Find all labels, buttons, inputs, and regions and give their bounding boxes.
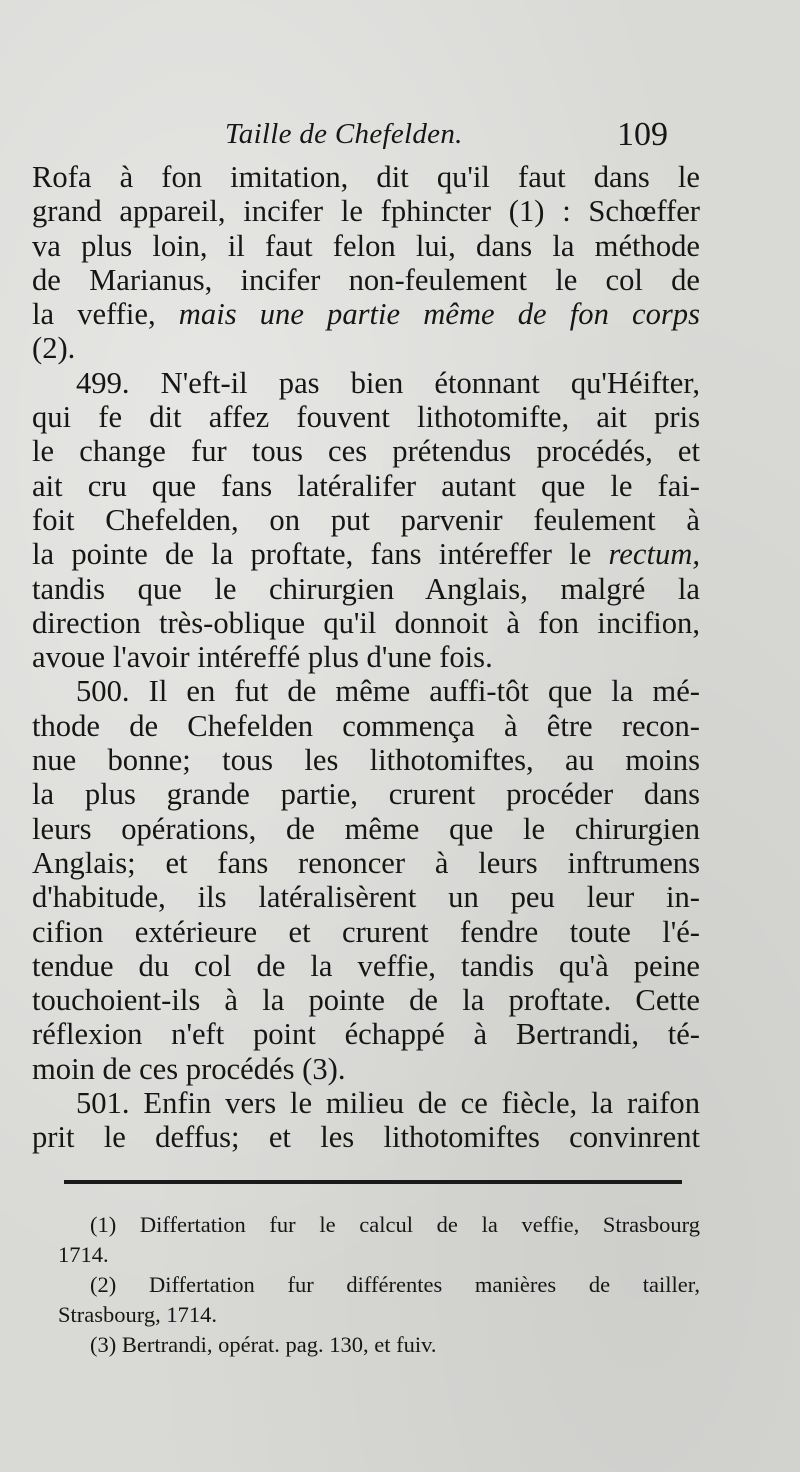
text-line: tandis que le chirurgien Anglais, malgré la [32, 571, 700, 606]
footnote-2: (2) Differtation fur différentes manières de tailler, [90, 1272, 700, 1297]
page-header [0, 112, 800, 162]
footnotes [58, 1210, 700, 1360]
text-line: d'habitude, ils latéralisèrent un peu leur in- [32, 880, 700, 915]
text-line: Rofa à fon imitation, dit qu'il faut dans le [32, 160, 700, 194]
text-line: le change fur tous ces prétendus procédés, et [32, 434, 700, 469]
text-line: avoue l'avoir intéreffé plus d'une fois. [32, 640, 493, 675]
italic-text: rectum, [608, 537, 700, 572]
text-line: la plus grande partie, crurent procéder dans [32, 777, 700, 812]
text-line: foit Chefelden, on put parvenir feulement à [32, 502, 700, 537]
text-line [32, 297, 700, 331]
footnote-2-continued: Strasbourg, 1714. [58, 1302, 217, 1327]
text-line: prit le deffus; et les lithotomiftes convinrent [32, 1120, 700, 1155]
text-line: nue bonne; tous les lithotomiftes, au moins [32, 743, 700, 778]
text-line: touchoient-ils à la pointe de la proftate. Cette [32, 983, 700, 1018]
text-line: tendue du col de la veffie, tandis qu'à peine [32, 948, 700, 983]
text-line: ait cru que fans latéralifer autant que le fai- [32, 468, 700, 503]
body-text [32, 160, 700, 1155]
page-number: 109 [617, 116, 668, 153]
text-segment: la pointe de la proftate, fans intéreffer le [32, 537, 592, 572]
text-line: leurs opérations, de même que le chirurgien [32, 811, 700, 846]
paragraph-500-start: 500. Il en fut de même auffi-tôt que la mé- [76, 674, 700, 709]
text-line: cifion extérieure et crurent fendre toute l'é- [32, 914, 700, 949]
paragraph-499-start: 499. N'eft-il pas bien étonnant qu'Héifter, [76, 365, 700, 400]
text-line: moin de ces procédés (3). [32, 1051, 346, 1086]
text-line [32, 537, 700, 571]
italic-text: mais une partie même de fon corps [178, 297, 700, 332]
text-segment: la veffie, [32, 297, 156, 332]
text-line: de Marianus, incifer non-feulement le col de [32, 262, 700, 297]
text-line: thode de Chefelden commença à être recon- [32, 708, 700, 743]
text-line: réflexion n'eft point échappé à Bertrandi, té- [32, 1017, 700, 1052]
text-line: (2). [32, 331, 76, 366]
text-line: va plus loin, il faut felon lui, dans la méthode [32, 228, 700, 263]
footnote-1-continued: 1714. [58, 1242, 109, 1267]
footnote-divider [64, 1180, 682, 1184]
text-line: grand appareil, incifer le fphincter (1) : Schœffer [32, 194, 700, 229]
footnote-1: (1) Differtation fur le calcul de la veffie, Strasbourg [90, 1212, 700, 1237]
text-line: qui fe dit affez fouvent lithotomifte, ait pris [32, 400, 700, 435]
running-title: Taille de Chefelden. [225, 118, 463, 150]
paragraph-501-start: 501. Enfin vers le milieu de ce fiècle, la raifon [76, 1086, 700, 1121]
text-line: direction très-oblique qu'il donnoit à fon incifion, [32, 605, 700, 640]
text-line: Anglais; et fans renoncer à leurs inftrumens [32, 845, 700, 880]
footnote-3: (3) Bertrandi, opérat. pag. 130, et fuiv. [90, 1332, 437, 1357]
